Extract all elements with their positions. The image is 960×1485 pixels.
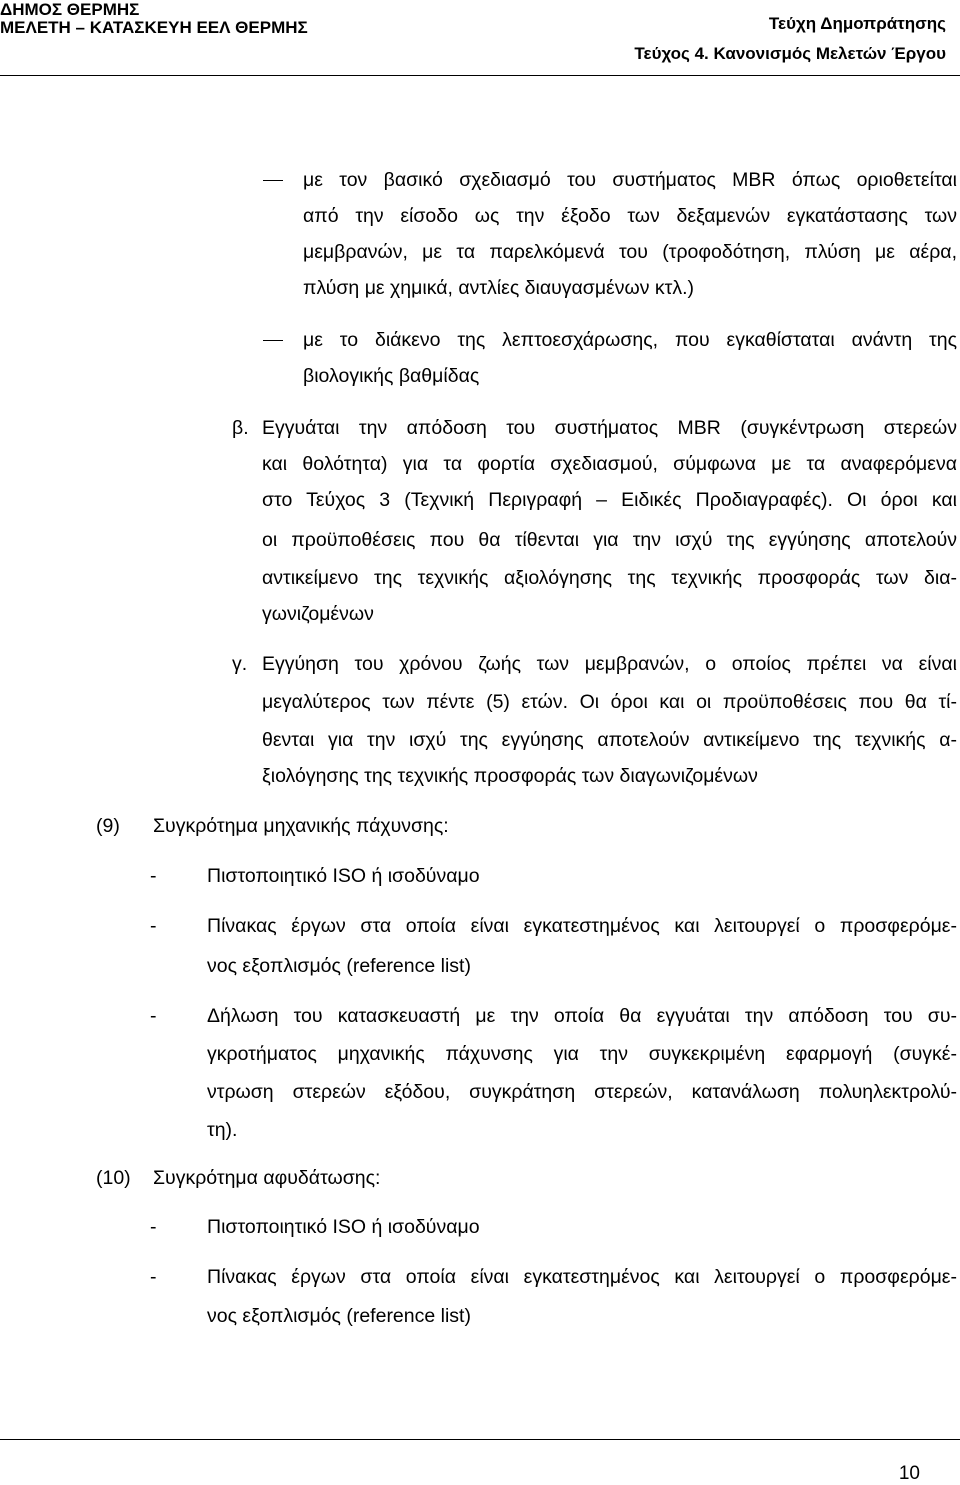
list-bullet: - [150,865,157,887]
clause-line: στο Τεύχος 3 (Τεχνική Περιγραφή – Ειδικές Προδιαγραφές). Οι όροι και [262,489,957,511]
header-volume: Τεύχος 4. Κανονισμός Μελετών Έργου [634,44,946,63]
list-item-line: Πίνακας έργων στα οποία είναι εγκατεστημένος και λειτουργεί ο προσφερόμε- [207,1266,957,1288]
list-item-line: γκροτήματος μηχανικής πάχυνσης για την συγκεκριμένη εφαρμογή (συγκέ- [207,1043,957,1065]
header-rule [0,75,960,76]
subitem-line: με το διάκενο της λεπτοεσχάρωσης, που εγκαθίσταται ανάντη της [303,329,957,351]
list-item-line: τη). [207,1119,238,1141]
section-title: Συγκρότημα μηχανικής πάχυνσης: [153,815,449,837]
clause-line: Εγγύηση του χρόνου ζωής των μεμβρανών, ο οποίος πρέπει να είναι [262,653,957,675]
subitem-line: μεμβρανών, με τα παρελκόμενά του (τροφοδότηση, πλύση με αέρα, [303,241,957,263]
header-project: ΜΕΛΕΤΗ – ΚΑΤΑΣΚΕΥΗ ΕΕΛ ΘΕΡΜΗΣ [0,18,308,37]
subitem-line: βιολογικής βαθμίδας [303,365,480,387]
dash-marker [263,180,283,181]
section-number: (10) [96,1167,131,1189]
subitem-line: με τον βασικό σχεδιασμό του συστήματος MBR όπως οριοθετείται [303,169,957,191]
list-item-line: νος εξοπλισμός (reference list) [207,1305,471,1327]
list-item-line: Πιστοποιητικό ISO ή ισοδύναμο [207,865,480,887]
dash-marker [263,340,283,341]
clause-line: ξιολόγησης της τεχνικής προσφοράς των διαγωνιζομένων [262,765,758,787]
header-municipality: ΔΗΜΟΣ ΘΕΡΜΗΣ [0,0,140,19]
subitem-line: από την είσοδο ως την έξοδο των δεξαμενών εγκατάστασης των [303,205,957,227]
footer-rule [0,1439,960,1440]
clause-line: οι προϋποθέσεις που θα τίθενται για την ισχύ της εγγύησης αποτελούν [262,529,957,551]
clause-letter: β. [232,417,249,439]
section-number: (9) [96,815,120,837]
clause-line: Εγγυάται την απόδοση του συστήματος MBR (συγκέντρωση στερεών [262,417,957,439]
list-item-line: ντρωση στερεών εξόδου, συγκράτηση στερεών, κατανάλωση πολυηλεκτρολύ- [207,1081,957,1103]
list-bullet: - [150,1266,157,1288]
list-item-line: Δήλωση του κατασκευαστή με την οποία θα εγγυάται την απόδοση του συ- [207,1005,957,1027]
list-item-line: Πιστοποιητικό ISO ή ισοδύναμο [207,1216,480,1238]
list-bullet: - [150,915,157,937]
section-title: Συγκρότημα αφυδάτωσης: [153,1167,381,1189]
page-number: 10 [898,1463,920,1484]
clause-line: γωνιζομένων [262,603,374,625]
list-bullet: - [150,1216,157,1238]
clause-line: αντικείμενο της τεχνικής αξιολόγησης της τεχνικής προσφοράς των δια- [262,567,957,589]
header-volumes: Τεύχη Δημοπράτησης [768,14,946,33]
clause-line: θενται για την ισχύ της εγγύησης αποτελούν αντικείμενο της τεχνικής α- [262,729,957,751]
list-bullet: - [150,1005,157,1027]
list-item-line: Πίνακας έργων στα οποία είναι εγκατεστημένος και λειτουργεί ο προσφερόμε- [207,915,957,937]
list-item-line: νος εξοπλισμός (reference list) [207,955,471,977]
clause-letter: γ. [232,653,248,675]
clause-line: και θολότητα) για τα φορτία σχεδιασμού, σύμφωνα με τα αναφερόμενα [262,453,957,475]
clause-line: μεγαλύτερος των πέντε (5) ετών. Οι όροι και οι προϋποθέσεις που θα τί- [262,691,957,713]
subitem-line: πλύση με χημικά, αντλίες διαυγασμένων κτλ.) [303,277,694,299]
